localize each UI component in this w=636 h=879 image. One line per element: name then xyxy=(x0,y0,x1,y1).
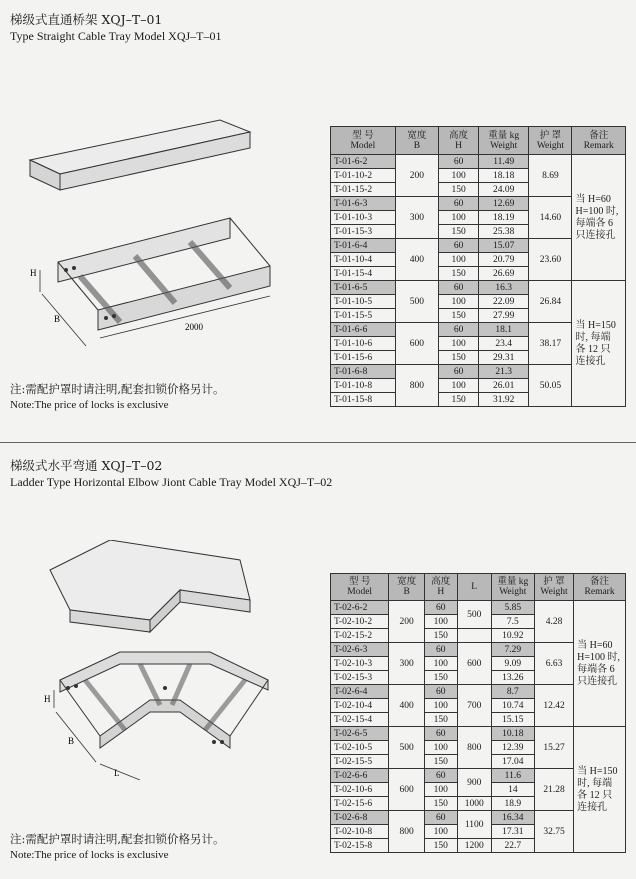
cell-weight: 22.7 xyxy=(491,839,534,853)
cell-model: T-01-10-3 xyxy=(331,211,396,225)
cell-weight: 26.01 xyxy=(479,379,529,393)
cell-model: T-01-15-2 xyxy=(331,183,396,197)
cell-height: 150 xyxy=(439,351,479,365)
header-width: 宽度 B xyxy=(389,574,425,601)
cell-weight: 10.74 xyxy=(491,699,534,713)
cell-height: 100 xyxy=(424,825,457,839)
cell-weight: 18.9 xyxy=(491,797,534,811)
cell-l: 600 xyxy=(457,643,491,685)
cell-weight: 29.31 xyxy=(479,351,529,365)
cell-model: T-01-15-8 xyxy=(331,393,396,407)
cell-remark: 当 H=150 时, 每端 各 12 只 连接孔 xyxy=(572,281,626,407)
cell-weight: 25.38 xyxy=(479,225,529,239)
cell-height: 150 xyxy=(424,629,457,643)
cell-model: T-01-6-8 xyxy=(331,365,396,379)
cell-model: T-02-15-6 xyxy=(331,797,389,811)
cell-height: 150 xyxy=(424,839,457,853)
cell-width: 500 xyxy=(395,281,438,323)
section1-note-en: Note:The price of locks is exclusive xyxy=(10,399,169,411)
cell-weight: 15.07 xyxy=(479,239,529,253)
cell-height: 100 xyxy=(424,657,457,671)
cell-remark: 当 H=150 时, 每端 各 12 只 连接孔 xyxy=(574,727,626,853)
cell-height: 60 xyxy=(424,601,457,615)
section2-title-en: Ladder Type Horizontal Elbow Jiont Cable Tray Model XQJ–T–02 xyxy=(10,475,333,489)
cell-cover-weight: 23.60 xyxy=(529,239,572,281)
cell-height: 60 xyxy=(439,197,479,211)
cell-cover-weight: 14.60 xyxy=(529,197,572,239)
cell-weight: 16.3 xyxy=(479,281,529,295)
cell-weight: 8.7 xyxy=(491,685,534,699)
cell-weight: 7.5 xyxy=(491,615,534,629)
header-remark: 备注 Remark xyxy=(574,574,626,601)
cell-width: 500 xyxy=(389,727,425,769)
section2-note-cn: 注:需配护罩时请注明,配套扣锁价格另计。 xyxy=(10,832,225,846)
diagram1-label-b: B xyxy=(54,314,61,324)
diagram1-label-length: 2000 xyxy=(185,322,203,332)
header-height: 高度 H xyxy=(439,127,479,155)
cell-height: 60 xyxy=(439,323,479,337)
cell-height: 150 xyxy=(439,309,479,323)
cell-model: T-01-6-5 xyxy=(331,281,396,295)
cell-height: 60 xyxy=(424,811,457,825)
cell-model: T-01-15-5 xyxy=(331,309,396,323)
cell-height: 150 xyxy=(424,713,457,727)
header-remark: 备注 Remark xyxy=(572,127,626,155)
cell-model: T-02-10-6 xyxy=(331,783,389,797)
cell-width: 300 xyxy=(395,197,438,239)
cell-weight: 11.49 xyxy=(479,155,529,169)
diagram2-label-b: B xyxy=(68,736,75,746)
cell-width: 600 xyxy=(395,323,438,365)
cell-width: 300 xyxy=(389,643,425,685)
cell-l: 1000 xyxy=(457,797,491,811)
cell-width: 800 xyxy=(395,365,438,407)
section2-note-en: Note:The price of locks is exclusive xyxy=(10,849,169,861)
header-width: 宽度 B xyxy=(395,127,438,155)
cell-height: 150 xyxy=(439,225,479,239)
cell-l: 700 xyxy=(457,685,491,727)
section1-title-cn: 梯级式直通桥架 XQJ–T–01 xyxy=(10,12,163,27)
cell-model: T-02-15-5 xyxy=(331,755,389,769)
cell-weight: 17.31 xyxy=(491,825,534,839)
cell-model: T-01-6-4 xyxy=(331,239,396,253)
cell-height: 60 xyxy=(424,643,457,657)
cell-model: T-01-10-2 xyxy=(331,169,396,183)
cell-height: 100 xyxy=(439,379,479,393)
cell-cover-weight: 12.42 xyxy=(534,685,573,727)
cell-weight: 18.19 xyxy=(479,211,529,225)
cell-model: T-02-15-3 xyxy=(331,671,389,685)
header-l: L xyxy=(457,574,491,601)
diagram2-label-l: L xyxy=(114,768,120,778)
cell-height: 150 xyxy=(424,797,457,811)
cell-model: T-02-6-4 xyxy=(331,685,389,699)
cell-model: T-02-10-4 xyxy=(331,699,389,713)
cell-cover-weight: 50.05 xyxy=(529,365,572,407)
cell-model: T-02-10-8 xyxy=(331,825,389,839)
cell-weight: 12.69 xyxy=(479,197,529,211)
diagram1-label-h: H xyxy=(30,268,37,278)
cell-height: 60 xyxy=(439,365,479,379)
table-row xyxy=(331,155,626,169)
section2-spec-table xyxy=(330,573,626,853)
cell-cover-weight: 8.69 xyxy=(529,155,572,197)
cell-width: 600 xyxy=(389,769,425,811)
cell-weight: 7.29 xyxy=(491,643,534,657)
cell-l: 900 xyxy=(457,769,491,797)
cell-cover-weight: 21.28 xyxy=(534,769,573,811)
cell-height: 100 xyxy=(424,615,457,629)
cell-weight: 27.99 xyxy=(479,309,529,323)
cell-weight: 14 xyxy=(491,783,534,797)
cell-weight: 31.92 xyxy=(479,393,529,407)
cell-height: 100 xyxy=(439,253,479,267)
cell-height: 150 xyxy=(439,183,479,197)
cell-model: T-01-15-4 xyxy=(331,267,396,281)
cell-weight: 11.6 xyxy=(491,769,534,783)
cell-remark: 当 H=60 H=100 时, 每端各 6 只连接孔 xyxy=(574,601,626,727)
cell-model: T-02-10-5 xyxy=(331,741,389,755)
cell-weight: 26.69 xyxy=(479,267,529,281)
section2-title-cn: 梯级式水平弯通 XQJ–T–02 xyxy=(10,458,163,473)
cell-l: 1100 xyxy=(457,811,491,839)
cell-weight: 20.79 xyxy=(479,253,529,267)
section1-title-en: Type Straight Cable Tray Model XQJ–T–01 xyxy=(10,29,222,43)
cell-height: 60 xyxy=(424,727,457,741)
cell-cover-weight: 32.75 xyxy=(534,811,573,853)
cell-height: 150 xyxy=(439,393,479,407)
cell-weight: 22.09 xyxy=(479,295,529,309)
cell-height: 60 xyxy=(424,685,457,699)
diagram2-label-h: H xyxy=(44,694,51,704)
cell-height: 150 xyxy=(439,267,479,281)
header-cover: 护 罩 Weight xyxy=(529,127,572,155)
cell-width: 800 xyxy=(389,811,425,853)
cell-model: T-02-10-2 xyxy=(331,615,389,629)
cell-width: 400 xyxy=(389,685,425,727)
cell-weight: 18.1 xyxy=(479,323,529,337)
cell-cover-weight: 15.27 xyxy=(534,727,573,769)
section-divider xyxy=(0,442,636,443)
header-height: 高度 H xyxy=(424,574,457,601)
cell-height: 100 xyxy=(439,169,479,183)
cell-weight: 17.04 xyxy=(491,755,534,769)
cell-model: T-02-15-4 xyxy=(331,713,389,727)
cell-weight: 15.15 xyxy=(491,713,534,727)
cell-model: T-02-6-3 xyxy=(331,643,389,657)
table-row xyxy=(331,727,626,741)
cell-model: T-02-15-2 xyxy=(331,629,389,643)
cell-weight: 10.92 xyxy=(491,629,534,643)
section1-note-cn: 注:需配护罩时请注明,配套扣锁价格另计。 xyxy=(10,382,225,396)
header-model: 型 号 Model xyxy=(331,127,396,155)
cell-model: T-02-6-5 xyxy=(331,727,389,741)
cell-width: 200 xyxy=(395,155,438,197)
cell-height: 150 xyxy=(424,755,457,769)
cell-height: 60 xyxy=(439,155,479,169)
cell-model: T-02-6-8 xyxy=(331,811,389,825)
cell-model: T-01-10-8 xyxy=(331,379,396,393)
cell-weight: 10.18 xyxy=(491,727,534,741)
header-weight: 重量 kg Weight xyxy=(491,574,534,601)
cell-weight: 16.34 xyxy=(491,811,534,825)
cell-l: 800 xyxy=(457,727,491,769)
cell-height: 100 xyxy=(439,337,479,351)
cell-weight: 18.18 xyxy=(479,169,529,183)
cell-weight: 13.26 xyxy=(491,671,534,685)
cell-model: T-02-6-6 xyxy=(331,769,389,783)
cell-cover-weight: 4.28 xyxy=(534,601,573,643)
cell-l: 500 xyxy=(457,601,491,629)
cell-model: T-01-6-6 xyxy=(331,323,396,337)
horizontal-elbow-diagram xyxy=(40,540,280,780)
cell-height: 100 xyxy=(439,295,479,309)
cell-height: 150 xyxy=(424,671,457,685)
cell-model: T-01-10-4 xyxy=(331,253,396,267)
straight-tray-diagram xyxy=(20,110,310,350)
cell-model: T-01-10-5 xyxy=(331,295,396,309)
cell-cover-weight: 38.17 xyxy=(529,323,572,365)
cell-l xyxy=(457,629,491,643)
cell-weight: 9.09 xyxy=(491,657,534,671)
cell-height: 100 xyxy=(424,783,457,797)
cell-model: T-01-15-6 xyxy=(331,351,396,365)
cell-cover-weight: 6.63 xyxy=(534,643,573,685)
cell-l: 1200 xyxy=(457,839,491,853)
cell-model: T-02-10-3 xyxy=(331,657,389,671)
header-weight: 重量 kg Weight xyxy=(479,127,529,155)
cell-model: T-01-15-3 xyxy=(331,225,396,239)
cell-model: T-02-15-8 xyxy=(331,839,389,853)
cell-weight: 23.4 xyxy=(479,337,529,351)
cell-height: 60 xyxy=(439,239,479,253)
header-cover: 护 罩 Weight xyxy=(534,574,573,601)
cell-height: 60 xyxy=(439,281,479,295)
cell-model: T-01-6-3 xyxy=(331,197,396,211)
cell-cover-weight: 26.84 xyxy=(529,281,572,323)
cell-remark: 当 H=60 H=100 时, 每端各 6 只连接孔 xyxy=(572,155,626,281)
cell-model: T-01-6-2 xyxy=(331,155,396,169)
cell-weight: 24.09 xyxy=(479,183,529,197)
header-model: 型 号 Model xyxy=(331,574,389,601)
table-row xyxy=(331,601,626,615)
cell-height: 100 xyxy=(439,211,479,225)
cell-weight: 12.39 xyxy=(491,741,534,755)
section1-spec-table xyxy=(330,126,626,407)
cell-weight: 5.85 xyxy=(491,601,534,615)
cell-height: 100 xyxy=(424,699,457,713)
cell-model: T-02-6-2 xyxy=(331,601,389,615)
cell-model: T-01-10-6 xyxy=(331,337,396,351)
table-row xyxy=(331,281,626,295)
cell-width: 400 xyxy=(395,239,438,281)
cell-height: 100 xyxy=(424,741,457,755)
cell-weight: 21.3 xyxy=(479,365,529,379)
cell-width: 200 xyxy=(389,601,425,643)
cell-height: 60 xyxy=(424,769,457,783)
